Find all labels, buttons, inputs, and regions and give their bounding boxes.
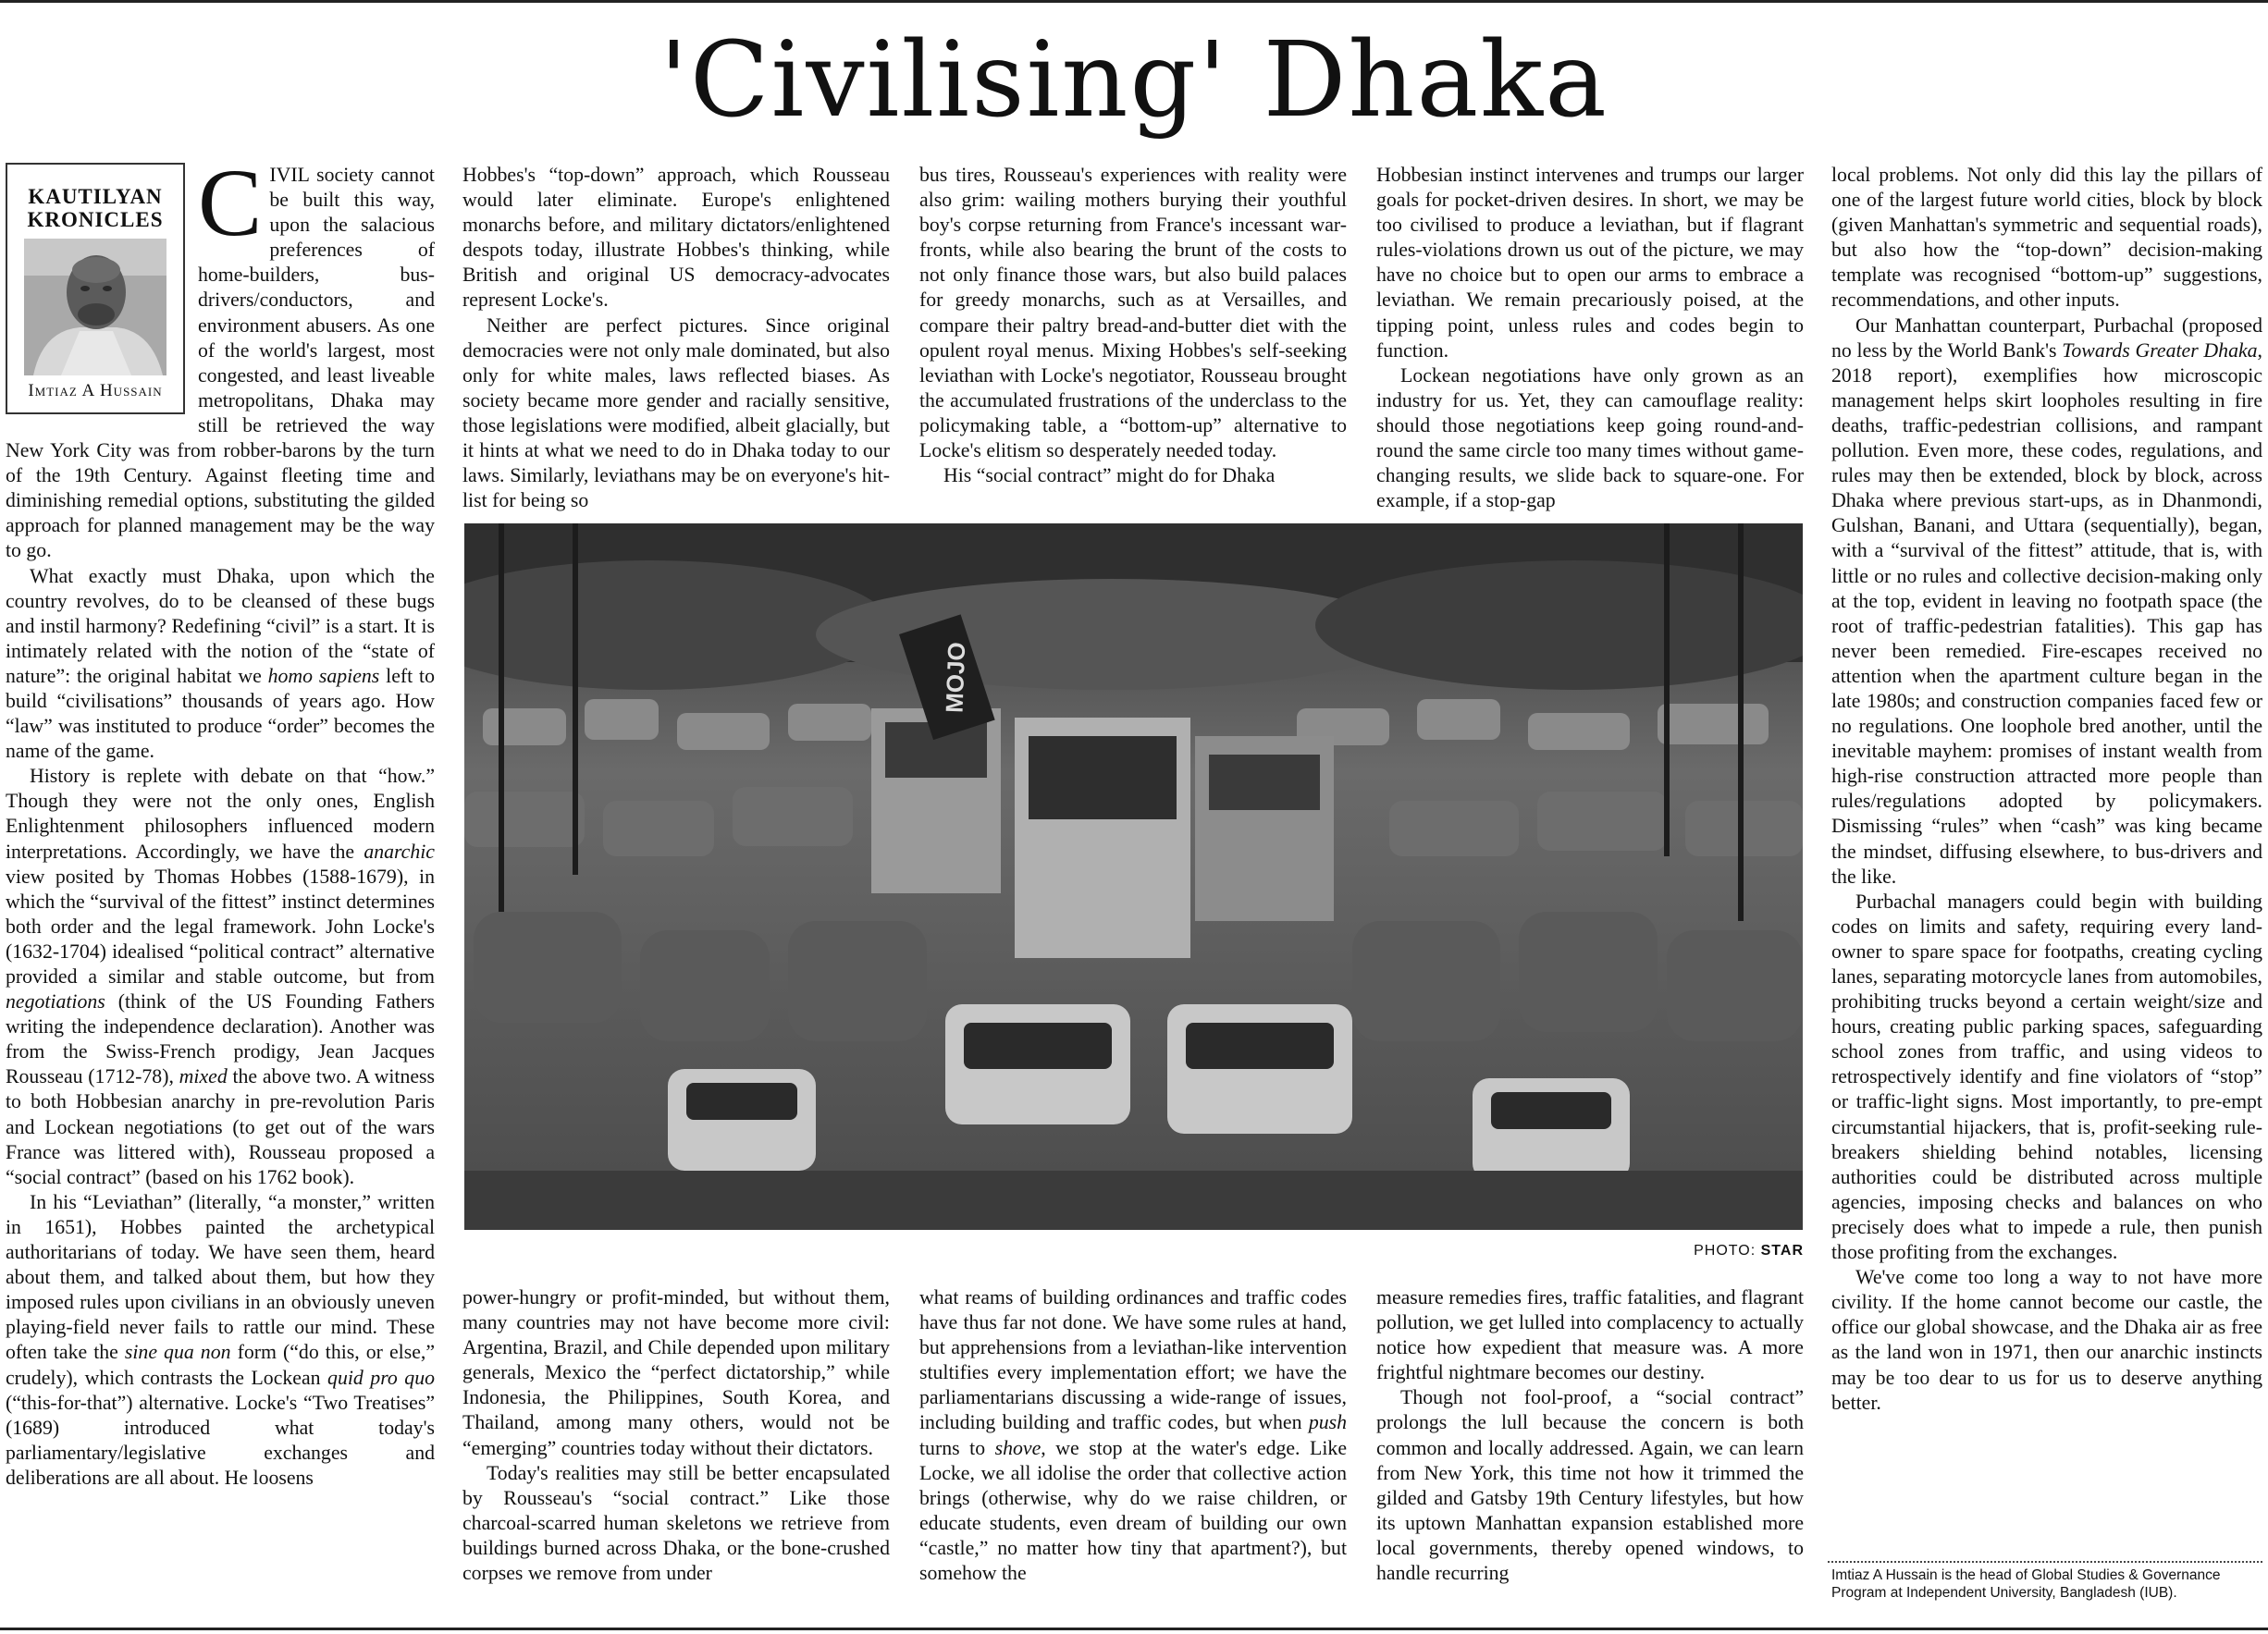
column-kicker [7, 185, 183, 231]
author-photo [24, 239, 166, 375]
column-5 [1831, 163, 2262, 1557]
col5-paragraph-3: Purbachal managers could begin with building codes on limits and safety, requiring every land-owner to spare space for footpaths, creating cycling lanes, separating motorcycle lanes from automobiles, prohibiting trucks beyond a certain weight/size and hours, creating public parking spaces, safeguarding school zones from traffic, and using videos to retrospectively identify and fine violators of “stop” or traffic-light signs. Most importantly, to pre-empt circumstantial hijackers, that is, profit-seeking rule-breakers shielding behind notables, licensing authorities could be distributed across multiple agencies, imposing checks and balances on who precisely does what to impede a rule, then punish those profiting from the exchanges. [1831, 890, 2262, 1264]
col5-paragraph-4: We've come too long a way to not have more civility. If the home cannot become our castle, the office our global showcase, and the Dhaka air as free as the land won in 1971, then our anarchic instincts may be too dear to us for us to deserve anything better. [1831, 1266, 2262, 1414]
col1-paragraph-1: CIVIL society cannot be built this way, upon the salacious preferences of home-builders, bus-drivers/conductors, and environment abusers. As one of the world's largest, most congested, and least liveable metropolitans, Dhaka may still be retrieved the way New York City was from robber-barons by the turn of the 19th Century. Against fleeting time and diminishing remedial options, substituting the gilded approach for planned management may be the way to go. [6, 163, 435, 562]
col4-top-paragraph-2: Lockean negotiations have only grown as an industry for us. Yet, they can camouflage reality: should those negotiations keep going round-and-round the same circle too many times without game-changing results, we slide back to square-one. For example, if a stop-gap [1376, 363, 1804, 512]
col5-paragraph-2: Our Manhattan counterpart, Purbachal (proposed no less by the World Bank's Towards Greater Dhaka, 2018 report), exemplifies how microscopic management helps skirt loopholes resulting in fire deaths, traffic-pedestrian collisions, and rampant pollution. Even more, these codes, regulations, and rules may then be extended, block by block, across Dhaka where previous start-ups, as in Dhanmondi, Gulshan, Banani, and Uttara (sequentially), began, with a “survival of the fittest” attitude, that is, with little or no rules and collective decision-making only at the top, evident in leaving no footpath space (the root of traffic-pedestrian fatalities). This gap has never been remedied. Fire-escapes received no attention when the apartment culture began in the late 1980s; and construction companies faced few or no regulations. One loophole bred another, until the inevitable mayhem: promises of instant wealth from high-rise construction attracted more people than rules/regulations adopted by policymakers. Dismissing “rules” when “cash” was king became the mindset, diffusing elsewhere, to bus-drivers and the like. [1831, 313, 2262, 888]
byline-box [6, 163, 185, 414]
col1-paragraph-4: In his “Leviathan” (literally, “a monster,” written in 1651), Hobbes painted the archetypical authoritarians of today. We have seen them, heard about them, and talked about them, but how they imposed rules upon civilians in an obviously uneven playing-field never fails to rattle our mind. These often take the sine qua non form (“do this, or else,” crudely), which contrasts the Lockean quid pro quo (“this-for-that”) alternative. Locke's “Two Treatises” (1689) introduced what today's parliamentary/legislative exchanges and deliberations are all about. He loosens [6, 1190, 435, 1489]
bottom-rule [0, 1628, 2268, 1630]
column-2-bottom [462, 1285, 890, 1624]
kicker-line-1: KAUTILYAN [28, 185, 163, 208]
col3-top-paragraph-2: His “social contract” might do for Dhaka [943, 464, 1276, 487]
column-4-bottom [1376, 1285, 1804, 1624]
column-3-bottom [919, 1285, 1347, 1624]
bio-divider [1828, 1561, 2262, 1563]
col3-bottom-paragraph-1: what reams of building ordinances and traffic codes have thus far not done. We have some rules at hand, but apprehensions from a leviathan-like intervention stultifies every implementation effort; we have the parliamentarians discussing a wide-range of issues, including building and traffic codes, but when push turns to shove, we stop at the water's edge. Like Locke, we all idolise the order that collective action brings (otherwise, why do we raise children, or educate students, even dream of building our own “castle,” no matter how tiny that apartment?), but somehow the [919, 1286, 1347, 1585]
col2-top-paragraph-1: Hobbes's “top-down” approach, which Rousseau would later eliminate. Europe's enlightened monarchs before, and military dictators/enlightened despots today, illustrate Hobbes's thinking, while British and original US democracy-advocates represent Locke's. [462, 164, 890, 312]
traffic-jam-illustration [464, 523, 1803, 1230]
col5-paragraph-1: local problems. Not only did this lay the pillars of one of the largest future world cities, block by block (given Manhattan's symmetric and sequential roads), but also how the “top-down” decision-making template was recognised “bottom-up” suggestions, recommendations, and other inputs. [1831, 164, 2262, 312]
col2-top-paragraph-2: Neither are perfect pictures. Since original democracies were not only male dominated, but also only for white males, laws reflected biases. As society became more gender and racially sensitive, those legislations were modified, albeit glacially, but it hints at what we need to do in Dhaka today to our laws. Similarly, leviathans may be on everyone's hit-list for being so [462, 313, 890, 512]
col1-paragraph-2: What exactly must Dhaka, upon which the country revolves, do to be cleansed of these bugs and instil harmony? Redefining “civil” is a start. It is intimately related with the notion of the “state of nature”: the original habitat we homo sapiens left to build “civilisations” thousands of years ago. How “law” was instituted to produce “order” becomes the name of the game. [6, 564, 435, 763]
author-name: Imtiaz A Hussain [28, 380, 163, 400]
drop-cap: C [198, 163, 263, 256]
col2-bottom-paragraph-1: power-hungry or profit-minded, but without them, many countries may not have become more civil: Argentina, Brazil, and Chile depended upon military generals, Mexico the “perfect dictatorship,” while Indonesia, the Philippines, South Korea, and Thailand, among many others, would not be “emerging” countries today without their dictators. [462, 1286, 890, 1459]
col4-top-paragraph-1: Hobbesian instinct intervenes and trumps our larger goals for pocket-driven desires. In short, we may be too civilised to produce a leviathan, but if flagrant rules-violations drown us out of the picture, we may have no choice but to open our arms to embrace a leviathan. We remain precariously poised, at the tipping point, unless rules and codes begin to function. [1376, 164, 1804, 362]
column-3-top [919, 163, 1347, 514]
photo-banner-sign: MOJO [940, 641, 971, 714]
col1-paragraph-3: History is replete with debate on that “how.” Though they were not the only ones, English Enlightenment philosophers influenced modern interpretations. Accordingly, we have the anarchic view posited by Thomas Hobbes (1588-1679), in which the “survival of the fittest” instinct determines both order and the legal framework. John Locke's (1632-1704) idealised “political contract” alternative provided a similar and stable outcome, but from negotiations (think of the US Founding Fathers writing the independence declaration). Another was from the Swiss-French prodigy, Jean Jacques Rousseau (1712-78), mixed the above two. A witness to both Hobbesian anarchy in pre-revolution Paris and Lockean negotiations (to get out of the wars France was littered with), Rousseau proposed a “social contract” (based on his 1762 book). [6, 765, 435, 1188]
author-bio: Imtiaz A Hussain is the head of Global Studies & Governance Program at Independent University, Bangladesh (IUB). [1831, 1567, 2221, 1601]
col4-bottom-paragraph-1: measure remedies fires, traffic fatalities, and flagrant pollution, we get lulled into complacency to actually notice how expedient that measure was. A more frightful nightmare becomes our destiny. [1376, 1286, 1804, 1384]
col3-top-paragraph-1: bus tires, Rousseau's experiences with reality were also grim: wailing mothers burying their youthful boy's corpse returning from France's incessant war-fronts, while also bearing the brunt of the costs to not only finance those wars, but also build palaces for greedy monarchs, such as at Versailles, and compare their paltry bread-and-butter diet with the opulent royal menus. Mixing Hobbes's self-seeking leviathan with Locke's negotiator, Rousseau brought the accumulated frustrations of the underclass to the policymaking table, a “bottom-up” alternative to Locke's elitism so desperately needed today. [919, 164, 1347, 462]
headline: 'Civilising' Dhaka [659, 20, 1609, 141]
col4-bottom-paragraph-2: Though not fool-proof, a “social contract” prolongs the lull because the concern is both common and locally addressed. Again, we can learn from New York, this time not how it trimmed the gilded and Gatsby 19th Century lifestyles, but how its uptown Manhattan expansion established more local governments, thereby opened windows, to handle recurring [1376, 1386, 1804, 1585]
column-2-top [462, 163, 890, 514]
photo-credit: PHOTO: STAR [1694, 1243, 1804, 1259]
traffic-photo [464, 523, 1803, 1230]
kicker-line-2: KRONICLES [27, 208, 164, 231]
column-1 [6, 163, 435, 1624]
top-rule [0, 0, 2268, 3]
col2-bottom-paragraph-2: Today's realities may still be better encapsulated by Rousseau's “social contract.” Like those charcoal-scarred human skeletons we retrieve from buildings burned across Dhaka, or the bone-crushed corpses we remove from under [462, 1461, 890, 1585]
author-photo-illustration [24, 239, 166, 375]
column-4-top [1376, 163, 1804, 514]
